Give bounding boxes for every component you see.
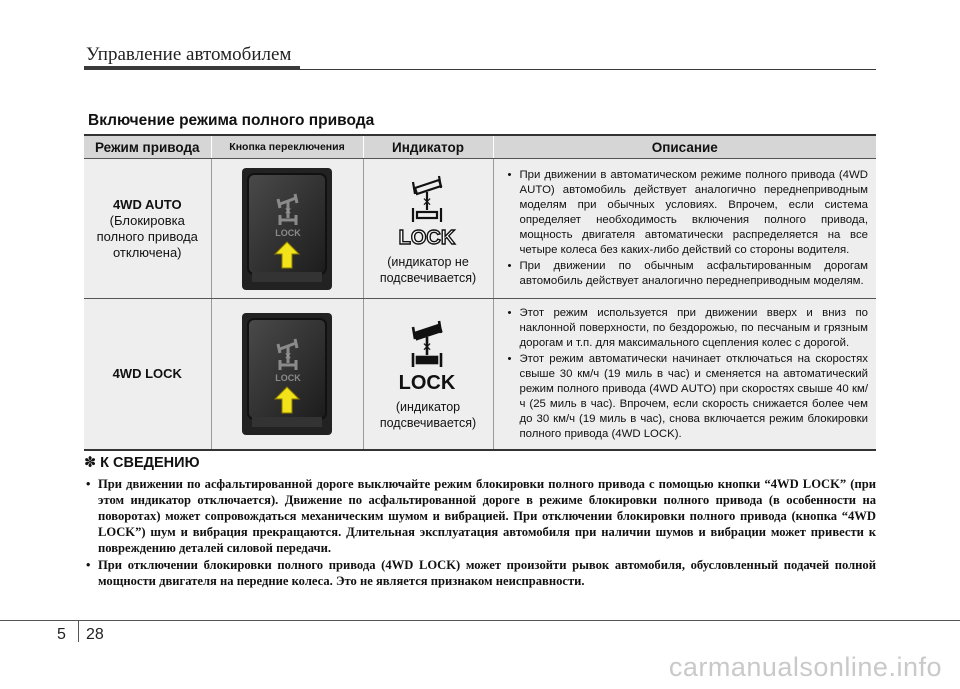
mode-name: 4WD LOCK (112, 366, 182, 381)
cross-icon: ✕ (284, 352, 292, 362)
col-header-indicator: Индикатор (363, 135, 493, 159)
footer-divider (78, 620, 79, 642)
cross-icon: ✕ (421, 340, 433, 354)
description-item: • При движении в автоматическом режиме полного привода (4WD AUTO) автомобиль действует аналогично переднеприводным моделям при обычных условиях. Впрочем, если система определяет необходимость включения полного привода, мощность двигателя автоматически распределяется на все четыре колеса без каких-либо действий со стороны водителя. (508, 168, 869, 258)
description-item: • Этот режим автоматически начинает отключаться на скоростях свыше 30 км/ч (19 миль в час) и сменяется на автоматический режим полного привода (4WD AUTO) при скоростях свыше 40 км/ч (25 миль в час). Впрочем, если скорость снижается более чем до 30 км/ч (19 миль в час), снова включается режим блокировки полного привода (4WD LOCK). (508, 352, 869, 442)
indicator-lock-label: LOCK (398, 372, 456, 394)
cross-icon: ✕ (421, 194, 433, 209)
note-body (84, 476, 876, 590)
description-cell (493, 299, 876, 451)
4wd-lock-button-image (242, 313, 332, 435)
note-item: • При движении по асфальтированной дороге выключайте режим блокировки полного привода с помощью кнопки “4WD LOCK” (при этом индикатор отключается). Движение по асфальтированной дороге в режиме блокировки полного привода (в особенности на поворотах) может сопровождаться механическим шумом и вибрацией. При отключении блокировки полного привода (кнопка “4WD LOCK”) шум и вибрация прекращаются. Длительная эксплуатация автомобиля при наличии шумов и вибрации может привести к повреждению деталей силовой передачи. (84, 476, 876, 556)
indicator-cell (363, 299, 493, 451)
mode-name: 4WD AUTO (112, 196, 182, 212)
mode-cell (84, 159, 211, 299)
section-title: Включение режима полного привода (88, 112, 375, 129)
col-header-mode: Режим привода (84, 135, 211, 159)
4wd-lock-indicator-on (393, 317, 463, 395)
watermark: carmanualsonline.info (668, 652, 942, 682)
indicator-state-text: (индикатор подсвечивается) (379, 400, 477, 430)
page-number: 28 (86, 626, 104, 643)
description-cell (493, 159, 876, 299)
note-item: • При отключении блокировки полного привода (4WD LOCK) может произойти рывок автомобиля, обусловленный подачей полной мощности двигателя на передние колеса. Это не является признаком неисправности. (84, 557, 876, 589)
button-cell (211, 159, 363, 299)
button-cell (211, 299, 363, 451)
description-item: • При движении по обычным асфальтированным дорогам автомобиль действует аналогично переднеприводным моделям. (508, 259, 869, 289)
table-row (84, 159, 876, 299)
footer-rule (0, 620, 960, 621)
drive-mode-table (84, 134, 876, 451)
indicator-cell (363, 159, 493, 299)
4wd-lock-indicator-off (393, 172, 463, 250)
mode-subtitle: (Блокировка полного привода отключена) (96, 212, 198, 260)
mode-cell (84, 299, 211, 451)
4wd-lock-button-image (242, 168, 332, 290)
cross-icon: ✕ (284, 206, 292, 217)
button-lock-label: LOCK (275, 227, 301, 238)
indicator-lock-label: LOCK (398, 226, 456, 249)
page-header-title: Управление автомобилем (86, 44, 292, 65)
header-rule-thin (300, 69, 876, 70)
table-header-row (84, 135, 876, 159)
table-row (84, 299, 876, 451)
note-title: ✽ К СВЕДЕНИЮ (84, 455, 200, 471)
indicator-state-text: (индикатор не подсвечивается) (379, 254, 477, 285)
col-header-description: Описание (493, 135, 876, 159)
col-header-button: Кнопка переключения (211, 135, 363, 159)
section-number: 5 (57, 626, 66, 643)
button-lock-label: LOCK (275, 373, 301, 383)
header-rule-thick (84, 66, 300, 70)
description-item: • Этот режим используется при движении вверх и вниз по наклонной поверхности, по бездорожью, по песчаным и грязным дорогам и т.п. для максимального сцепления колес с дорогой. (508, 306, 869, 351)
